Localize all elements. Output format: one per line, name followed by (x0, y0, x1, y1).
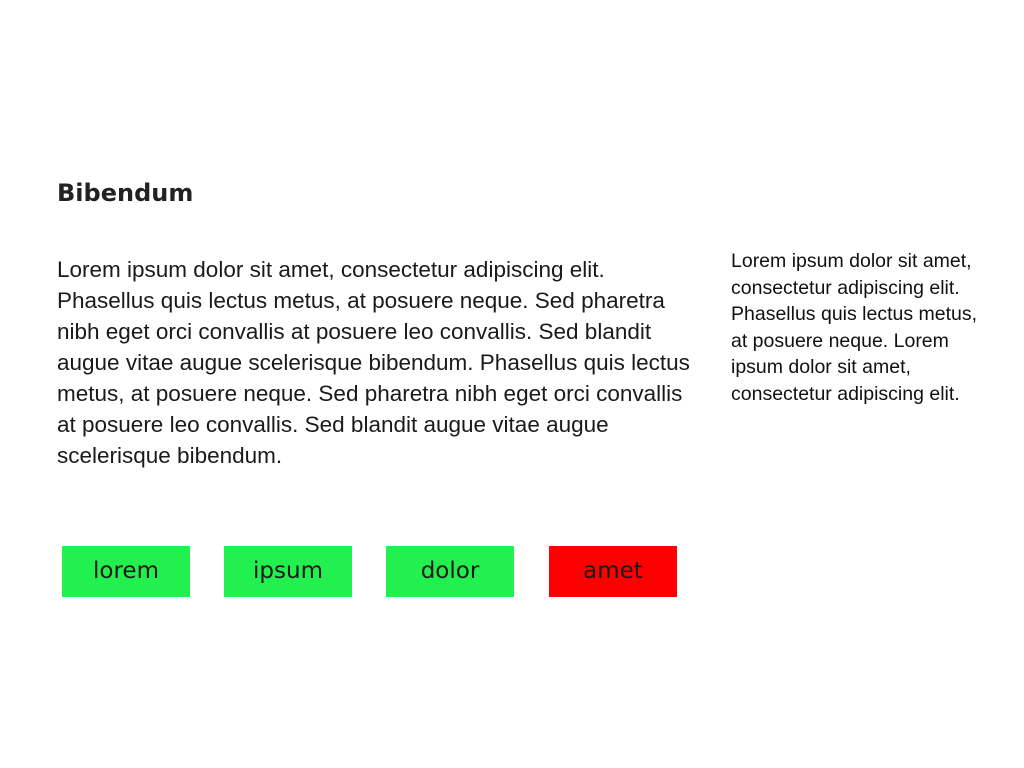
side-paragraph: Lorem ipsum dolor sit amet, consectetur adipiscing elit. Phasellus quis lectus metus, at posuere neque. Lorem ipsum dolor sit amet, consectetur adipiscing elit. (731, 250, 978, 405)
dolor-button[interactable]: dolor (386, 546, 514, 597)
main-paragraph: Lorem ipsum dolor sit amet, consectetur adipiscing elit. Phasellus quis lectus metus, at posuere neque. Sed pharetra nibh eget orci convallis at posuere leo convallis. Sed blandit augue vitae augue scelerisque bibendum. Phasellus quis lectus metus, at posuere neque. Sed pharetra nibh eget orci convallis at posuere leo convallis. Sed blandit augue vitae augue scelerisque bibendum. (57, 257, 690, 468)
lorem-button[interactable]: lorem (62, 546, 190, 597)
ipsum-button[interactable]: ipsum (224, 546, 352, 597)
page-heading: Bibendum (57, 179, 194, 207)
amet-button[interactable]: amet (549, 546, 677, 597)
